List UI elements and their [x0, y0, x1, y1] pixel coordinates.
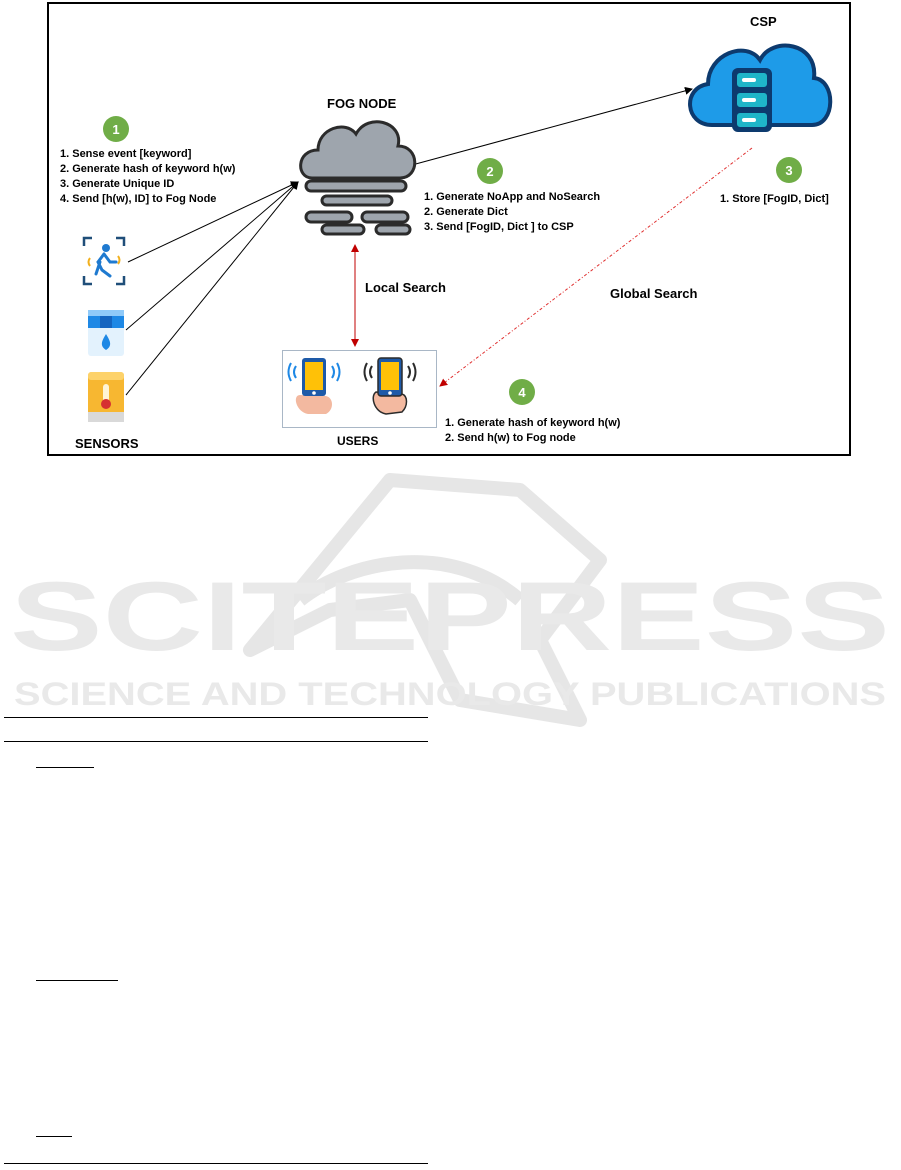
step-badge-2: 2 — [477, 158, 503, 184]
csp-step-1: 1. Store [FogID, Dict] — [720, 193, 829, 205]
user-step-1: 1. Generate hash of keyword h(w) — [445, 417, 621, 429]
svg-text:SCIENCE AND TECHNOLOGY PUBLICA: SCIENCE AND TECHNOLOGY PUBLICATIONS — [14, 676, 886, 712]
local-search-label: Local Search — [365, 280, 446, 295]
fog-step-3: 3. Send [FogID, Dict ] to CSP — [424, 221, 574, 233]
fog-step-2: 2. Generate Dict — [424, 206, 508, 218]
sensor-step-1: 1. Sense event [keyword] — [60, 148, 192, 160]
step-badge-1: 1 — [103, 116, 129, 142]
step-badge-3: 3 — [776, 157, 802, 183]
sensor-step-3: 3. Generate Unique ID — [60, 178, 175, 190]
user-step-2: 2. Send h(w) to Fog node — [445, 432, 576, 444]
smartphone-hand-icon — [0, 0, 901, 470]
global-search-label: Global Search — [610, 286, 698, 301]
table-rule-mid — [4, 741, 428, 742]
user-steps — [445, 416, 620, 446]
sensor-steps — [60, 147, 235, 207]
sensors-label: SENSORS — [75, 436, 139, 451]
fog-step-1: 1. Generate NoApp and NoSearch — [424, 191, 601, 203]
underline-3 — [36, 1136, 72, 1137]
fog-steps — [424, 190, 600, 235]
users-label: USERS — [337, 434, 379, 448]
csp-label: CSP — [750, 14, 777, 29]
fog-node-label: FOG NODE — [327, 96, 397, 111]
step-badge-4: 4 — [509, 379, 535, 405]
table-rule-top — [4, 717, 428, 718]
svg-text:SCITEPRESS: SCITEPRESS — [10, 561, 890, 671]
sensor-step-4: 4. Send [h(w), ID] to Fog Node — [60, 193, 217, 205]
underline-2 — [36, 980, 118, 981]
underline-1 — [36, 767, 94, 768]
table-rule-bottom — [4, 1163, 428, 1164]
csp-steps — [720, 192, 829, 207]
sensor-step-2: 2. Generate hash of keyword h(w) — [60, 163, 236, 175]
